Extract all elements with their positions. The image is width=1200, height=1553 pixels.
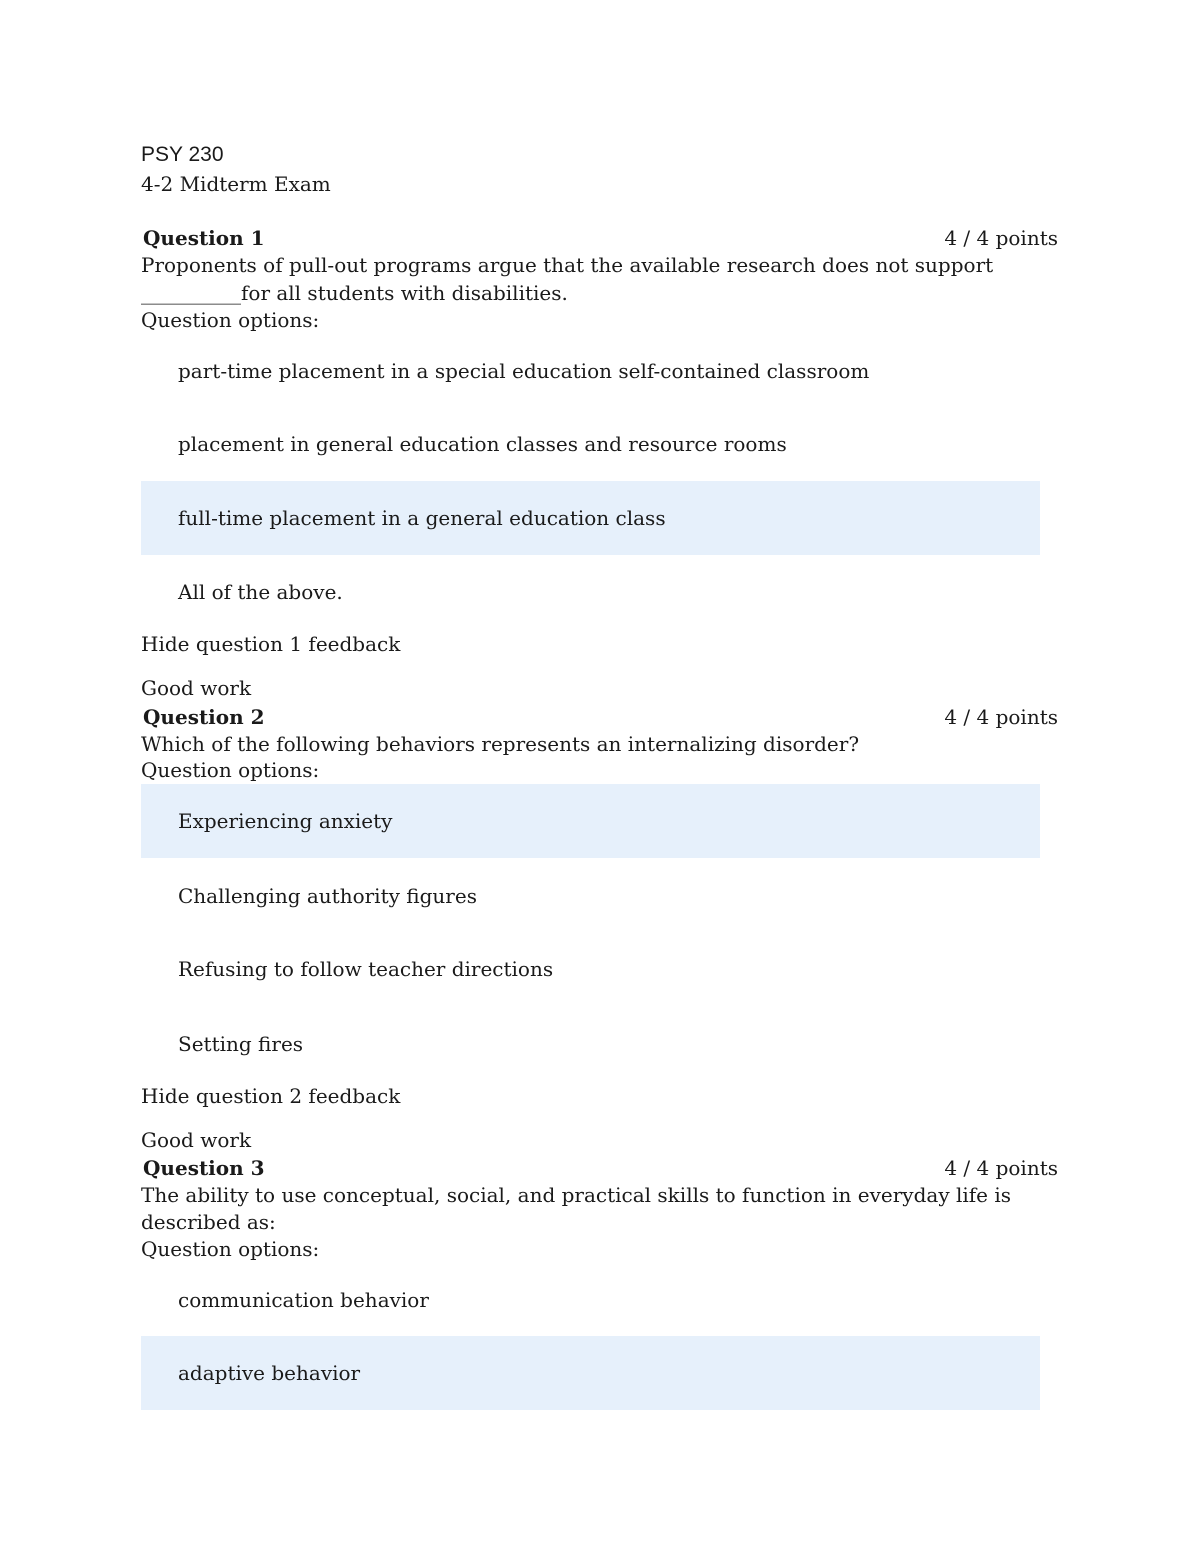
question-prompt-line: Proponents of pull-out programs argue that the available research does not support — [141, 253, 994, 277]
question-label: Question 1 — [143, 226, 265, 250]
feedback-text: Good work — [141, 1128, 252, 1152]
hide-feedback-link[interactable]: Hide question 2 feedback — [141, 1084, 401, 1108]
answer-option[interactable] — [141, 932, 1040, 1006]
answer-option-text: full-time placement in a general education class — [178, 506, 666, 530]
course-code: PSY 230 — [141, 143, 224, 166]
question-options-label: Question options: — [141, 1237, 320, 1261]
question-prompt-line: described as: — [141, 1210, 276, 1234]
answer-option[interactable] — [141, 1263, 1040, 1337]
hide-feedback-link[interactable]: Hide question 1 feedback — [141, 632, 401, 656]
feedback-text: Good work — [141, 676, 252, 700]
question-label: Question 3 — [143, 1156, 265, 1180]
answer-option-text: Experiencing anxiety — [178, 809, 393, 833]
answer-option-text: communication behavior — [178, 1288, 429, 1312]
answer-option-selected[interactable] — [141, 481, 1040, 555]
question-points: 4 / 4 points — [944, 705, 1058, 729]
answer-option-text: part-time placement in a special education self-contained classroom — [178, 359, 870, 383]
answer-option-text: Setting fires — [178, 1032, 304, 1056]
question-prompt-line: __________for all students with disabilities. — [141, 281, 568, 305]
answer-option-text: adaptive behavior — [178, 1361, 361, 1385]
answer-option[interactable] — [141, 407, 1040, 481]
answer-option-selected[interactable] — [141, 1336, 1040, 1410]
exam-title: 4-2 Midterm Exam — [141, 172, 331, 196]
question-label: Question 2 — [143, 705, 265, 729]
answer-option[interactable] — [141, 859, 1040, 933]
answer-option-text: Challenging authority figures — [178, 884, 477, 908]
question-points: 4 / 4 points — [944, 1156, 1058, 1180]
answer-option[interactable] — [141, 334, 1040, 408]
answer-option-text: placement in general education classes and resource rooms — [178, 432, 787, 456]
answer-option[interactable] — [141, 1007, 1040, 1081]
question-prompt-line: Which of the following behaviors represents an internalizing disorder? — [141, 732, 860, 756]
question-options-label: Question options: — [141, 308, 320, 332]
question-prompt-line: The ability to use conceptual, social, and practical skills to function in everyday life is — [141, 1183, 1012, 1207]
answer-option-text: Refusing to follow teacher directions — [178, 957, 554, 981]
question-points: 4 / 4 points — [944, 226, 1058, 250]
question-options-label: Question options: — [141, 758, 320, 782]
answer-option-selected[interactable] — [141, 784, 1040, 858]
answer-option[interactable] — [141, 555, 1040, 629]
answer-option-text: All of the above. — [178, 580, 343, 604]
